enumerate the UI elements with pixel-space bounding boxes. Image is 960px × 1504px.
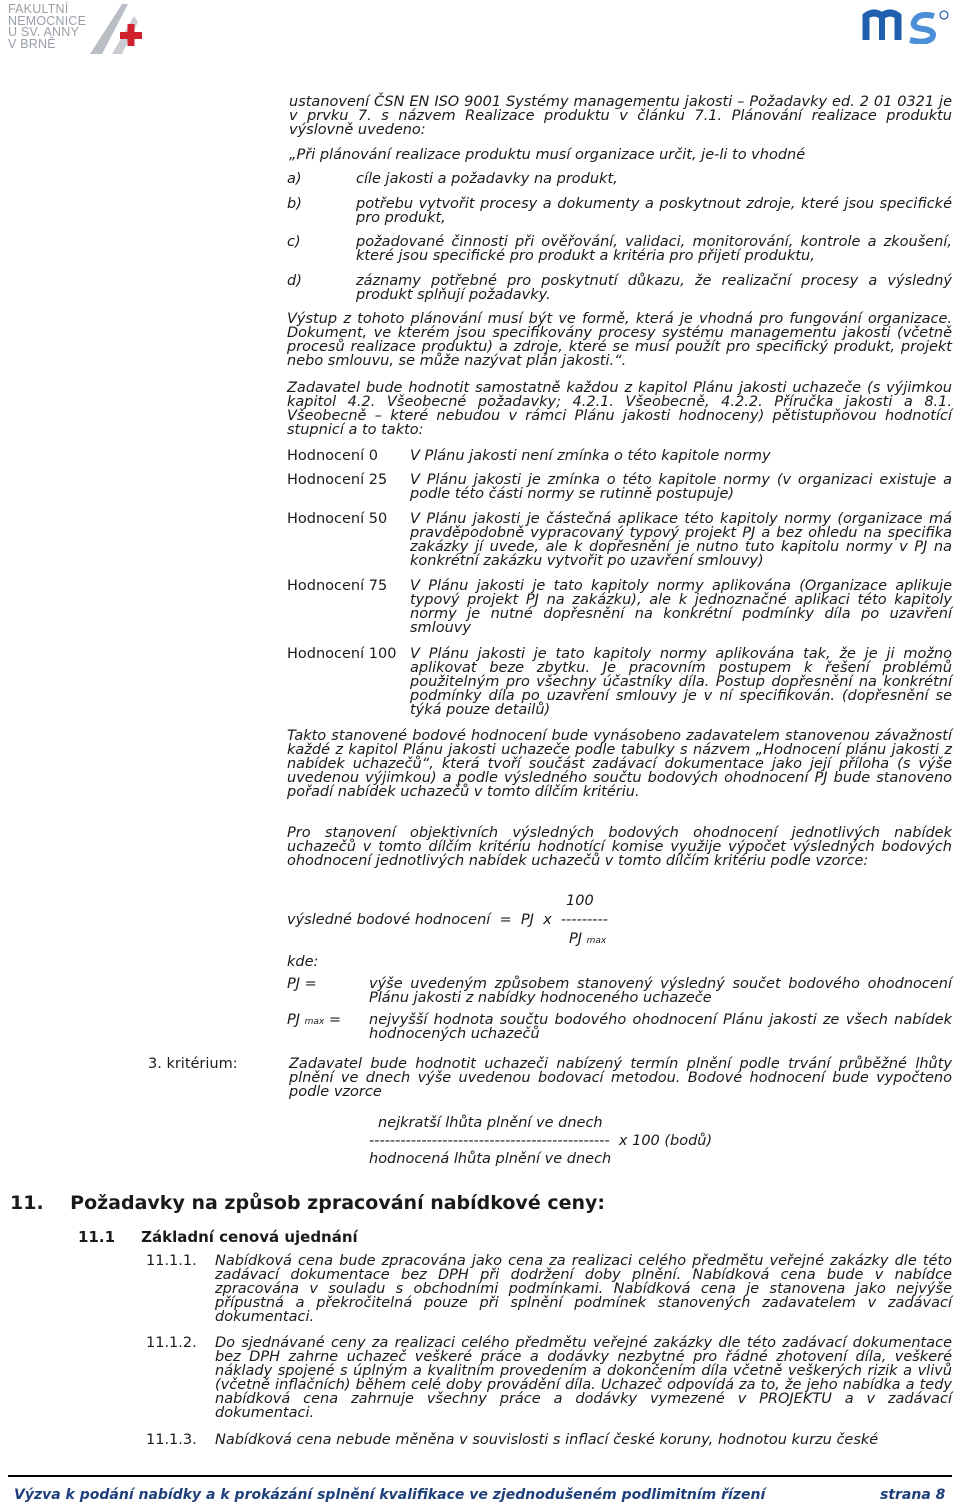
rating-text: V Plánu jakosti není zmínka o této kapitole normy [410, 448, 771, 464]
ms-logo-icon [862, 6, 954, 44]
criterion-numerator: nejkratší lhůta plnění ve dnech [378, 1115, 603, 1131]
formula-where: kde: [287, 954, 319, 970]
formula-intro-paragraph: Pro stanovení objektivních výsledných bodových ohodnocení jednotlivých nabídek uchazečů v tomto dílčím kritériu hodnotící komise využije výpočet výsledných bodových ohodnocení jednotlivých nabídek uchazečů v tomto dílčím kritériu podle vzorce: [287, 825, 952, 869]
intro-paragraph: ustanovení ČSN EN ISO 9001 Systémy managementu jakosti – Požadavky ed. 2 01 0321 je v prvku 7. s názvem Realizace produktu v článku 7.1. Plánování realizace produktu výslovně uvedeno: [289, 94, 952, 138]
rating-label: Hodnocení 100 [287, 646, 397, 662]
criterion-text: Zadavatel bude hodnotit uchazeči nabízený termín plnění podle trvání průběžné lhůty plnění ve dnech výše uvedenou bodovací metodou. Bodové hodnocení bude vypočteno podle vzorce [289, 1056, 952, 1100]
quote-intro: „Při plánování realizace produktu musí organizace určit, je-li to vhodné [289, 147, 806, 163]
logo-line: V BRNĚ [8, 36, 56, 51]
list-label: a) [287, 171, 302, 187]
rating-text: V Plánu jakosti je tato kapitoly normy aplikována (Organizace aplikuje typový projekt PJ na zakázku), ale k jednoznačné aplikaci této kapitoly normy je nutné dopřesnění na konkrétní podmínky díla po uzavření smlouvy [410, 578, 952, 636]
formula-denominator: PJ max [569, 931, 607, 947]
clause-text: Do sjednávané ceny za realizaci celého předmětu veřejné zakázky dle této zadávací dokumentace bez DPH zahrne uchazeč veškeré práce a dodávky nezbytné pro řádné zhotovení díla, veškeré náklady spojené s úplným a kvalitním provedením a dokončením díla včetně veškerých rizik a vlivů (včetně inflačních) během celé doby provádění díla. Uchazeč odpovídá za to, že jeho nabídka a tedy nabídková cena zahrnuje všechny práce a dodávky vymezené v PROJEKTU a v zadávací dokumentaci. [215, 1335, 952, 1421]
list-item: potřebu vytvořit procesy a dokumenty a poskytnout zdroje, které jsou specifické pro produkt, [356, 196, 952, 226]
logo-line: FAKULTNÍ [8, 2, 69, 16]
clause-number: 11.1.2. [146, 1335, 197, 1351]
red-cross-icon [82, 2, 142, 54]
footer-title: Výzva k podání nabídky a k prokázání splnění kvalifikace ve zjednodušeném podlimitním řízení [14, 1487, 766, 1503]
clause-text: Nabídková cena bude zpracována jako cena za realizaci celého předmětu veřejné zakázky dle této zadávací dokumentace bez DPH při dodržení doby plnění. Nabídková cena bude v nabídce zpracována v souladu s obchodními podmínkami. Nabídková cena je stanovena jako nejvýše přípustná a překročitelná pouze při splnění podmínek stanovených zadavatelem v zadávací dokumentaci. [215, 1253, 952, 1325]
list-item: požadované činnosti při ověřování, validaci, monitorování, kontrole a zkoušení, které jsou specifické pro produkt a kritéria pro přijetí produktu, [356, 234, 952, 264]
logo-line: U SV. ANNY [8, 25, 80, 39]
list-label: d) [287, 273, 302, 289]
subsection-heading: 11.1 Základní cenová ujednání [78, 1228, 358, 1246]
rating-text: V Plánu jakosti je tato kapitoly normy aplikována tak, že je ji možno aplikovat beze zbytku. Je pracovním postupem k řešení problémů použitelným pro všechny účastníky díla. Postup dopřesnění na konkrétní podmínky díla po uzavření smlouvy je v ní specifikován. (dopřesnění se týká pouze detailů) [410, 646, 952, 718]
formula-line: výsledné bodové hodnocení = PJ x --------- [287, 912, 609, 928]
criterion-fraction-line: ---------------------------------------------- x 100 (bodů) [369, 1133, 713, 1149]
list-item: záznamy potřebné pro poskytnutí důkazu, že realizační procesy a výsledný produkt splňují požadavky. [356, 273, 952, 303]
ms-logo [862, 6, 954, 44]
section-heading: 11. Požadavky na způsob zpracování nabídkové ceny: [10, 1192, 605, 1214]
definition-text: nejvyšší hodnota součtu bodového ohodnocení Plánu jakosti ze všech nabídek hodnocených uchazečů [369, 1012, 952, 1042]
clause-number: 11.1.1. [146, 1253, 197, 1269]
list-label: c) [287, 234, 301, 250]
clause-number: 11.1.3. [146, 1432, 197, 1448]
rating-text: V Plánu jakosti je zmínka o této kapitole normy (v organizaci existuje a podle této části normy se rutinně postupuje) [410, 472, 952, 502]
list-label: b) [287, 196, 302, 212]
definition-term: PJ = [287, 976, 317, 992]
hospital-logo [8, 2, 138, 54]
criterion-denominator: hodnocená lhůta plnění ve dnech [369, 1151, 612, 1167]
footer-divider [8, 1475, 952, 1477]
page-number: strana 8 [880, 1487, 946, 1503]
weighting-paragraph: Takto stanovené bodové hodnocení bude vynásobeno zadavatelem stanovenou závažností každé z kapitol Plánu jakosti uchazeče podle tabulky s názvem „Hodnocení plánu jakosti z nabídek uchazečů“, která tvoří součást zadávací dokumentace jako její příloha (s výše uvedenou výjimkou) a podle výsledného součtu bodových ohodnocení PJ bude stanoveno pořadí nabídek uchazečů v tomto dílčím kritériu. [287, 728, 952, 800]
rating-label: Hodnocení 50 [287, 511, 388, 527]
definition-term: PJ max = [287, 1012, 342, 1028]
formula-numerator: 100 [566, 893, 594, 909]
list-item: cíle jakosti a požadavky na produkt, [356, 171, 618, 187]
definition-text: výše uvedeným způsobem stanovený výsledný součet bodového ohodnocení Plánu jakosti z nabídky hodnoceného uchazeče [369, 976, 952, 1006]
rating-text: V Plánu jakosti je částečná aplikace této kapitoly normy (organizace má pravděpodobně vypracovaný typový projekt PJ a bez ohledu na specifika zakázky jí uvede, ale k dopřesnění je nutno tuto kapitolu normy v PJ na konkrétní zakázku vytvořit po uzavření smlouvy) [410, 511, 952, 569]
plan-output-paragraph: Výstup z tohoto plánování musí být ve formě, která je vhodná pro fungování organizace. Dokument, ve kterém jsou specifikovány procesy systému managementu jakosti (včetně procesů realizace produktu) a zdroje, které se musí použít pro specifický produkt, projekt nebo smlouvu, se může nazývat plán jakosti.“. [287, 311, 952, 369]
logo-line: NEMOCNICE [8, 13, 87, 28]
rating-label: Hodnocení 75 [287, 578, 388, 594]
rating-label: Hodnocení 25 [287, 472, 388, 488]
evaluation-paragraph: Zadavatel bude hodnotit samostatně každou z kapitol Plánu jakosti uchazeče (s výjimkou kapitol 4.2. Všeobecné požadavky; 4.2.1. Všeobecně, 4.2.2. Příručka jakosti a 8.1. Všeobecně – které nebudou v rámci Plánu jakosti hodnoceny) pětistupňovou hodnotící stupnicí a to takto: [287, 380, 952, 438]
rating-label: Hodnocení 0 [287, 448, 378, 464]
clause-text: Nabídková cena nebude měněna v souvislosti s inflací české koruny, hodnotou kurzu české [215, 1432, 879, 1448]
criterion-label: 3. kritérium: [148, 1056, 238, 1072]
